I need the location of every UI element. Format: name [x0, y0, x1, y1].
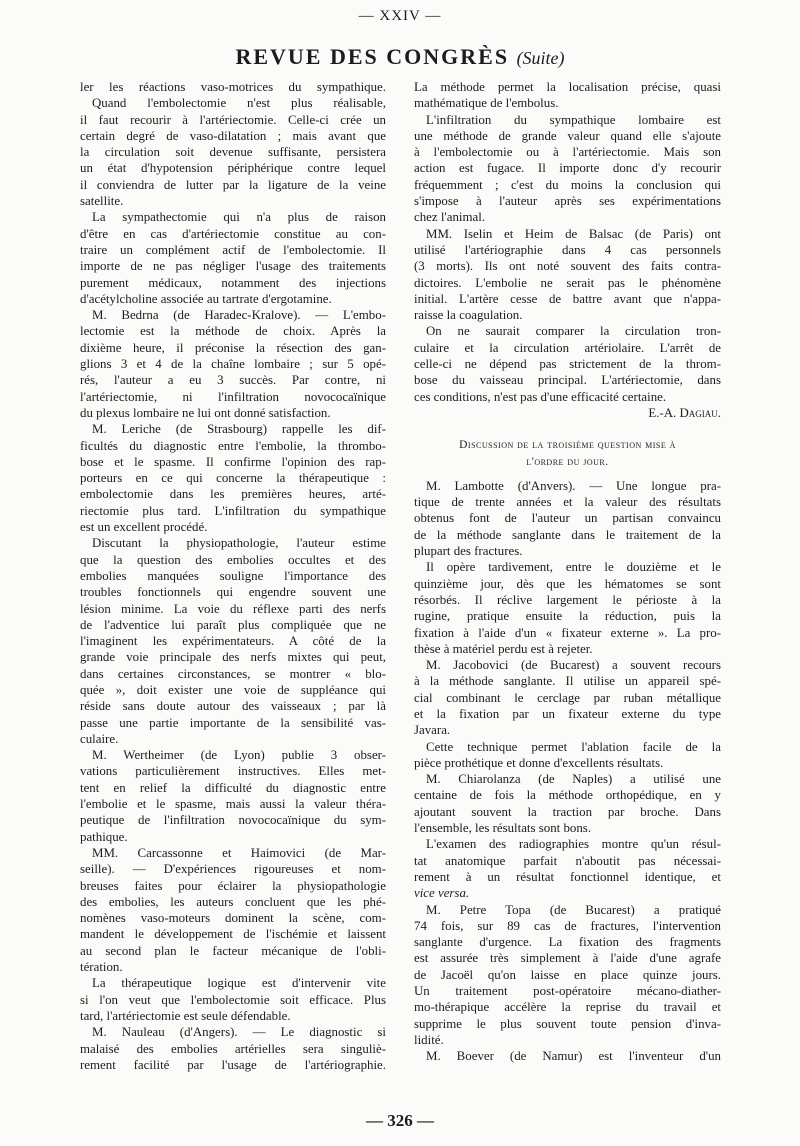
- text-line: lectomie est la méthode de choix. Après la: [80, 324, 386, 339]
- text-line: passe une partie importante de la sensibilité vas-: [80, 715, 386, 730]
- text-line: L'infiltration du sympathique lombaire est: [426, 112, 721, 127]
- text-line: la circulation soit devenue suffisante, persistera: [80, 145, 386, 160]
- text-line: lésion minime. La voie du réflexe parti des nerfs: [80, 601, 386, 616]
- text-line: que la question des embolies occultes et des: [80, 552, 386, 567]
- text-line: de la méthode sanglante dans le traitement de la: [414, 527, 721, 542]
- text-line: obtenus font de l'auteur un partisan convaincu: [414, 511, 721, 526]
- text-line: 74 fois, sur 89 cas de fractures, l'intervention: [414, 918, 721, 933]
- text-line: M. Bedrna (de Haradec-Kralove). — L'embo-: [92, 308, 386, 323]
- text-line: E.-A. Dagiau.: [648, 405, 721, 420]
- text-line: nomènes vaso-moteurs dominent la scène, com-: [80, 911, 386, 926]
- text-line: réside sans doute autour des vaisseaux ; par là: [80, 699, 386, 714]
- text-line: fréquemment ; c'est du moins la conclusion qui: [414, 177, 721, 192]
- text-line: supprime le plus souvent toute pension d'inva-: [414, 1016, 721, 1031]
- text-line: M. Leriche (de Strasbourg) rappelle les dif-: [92, 422, 386, 437]
- text-line: au second plan le facteur mécanique de l'obli-: [80, 943, 386, 958]
- text-line: et la fixation par un fixateur externe du type: [414, 706, 721, 721]
- text-line: utilisé l'artériographie dans 4 cas personnels: [414, 242, 721, 257]
- text-line: satellite.: [80, 194, 124, 209]
- text-line: est assurée très simplement à l'aide d'une agrafe: [414, 951, 721, 966]
- text-line: La thérapeutique logique est d'intervenir vite: [92, 976, 386, 991]
- text-line: M. Nauleau (d'Angers). — Le diagnostic si: [92, 1025, 386, 1040]
- text-line: si l'on veut que l'embolectomie soit efficace. Plus: [80, 992, 386, 1007]
- running-title: [0, 44, 800, 70]
- text-line: embolectomie dans les premières heures, arté-: [80, 487, 386, 502]
- text-line: M. Lambotte (d'Anvers). — Une longue pra-: [426, 478, 721, 493]
- text-line: ficultés du diagnostic entre l'embolie, la thrombo-: [80, 438, 386, 453]
- text-line: des embolies, les auteurs concluent que les phé-: [80, 894, 386, 909]
- text-line: cial combinant le cerclage par ruban métallique: [414, 690, 721, 705]
- text-line: d'acétylcholine associée au tartrate d'ergotamine.: [80, 291, 332, 306]
- text-line: importe de ne pas négliger l'usage des traitements: [80, 259, 386, 274]
- vertical-spacer: [414, 470, 721, 478]
- text-line: quinzième jour, dès que les hématomes se sont: [414, 576, 721, 591]
- text-line: breuses faites pour éclairer la physiopathologie: [80, 878, 386, 893]
- text-line: lidité.: [414, 1032, 444, 1047]
- text-line: quée », doit exister une voie de suppléance qui: [80, 682, 386, 697]
- text-line: centaine de fois la méthode orthopédique, en y: [414, 788, 721, 803]
- text-line: rugine, pratique ensuite la réduction, puis la: [414, 609, 721, 624]
- text-line: M. Jacobovici (de Bucarest) a souvent recours: [426, 658, 721, 673]
- text-line: L'examen des radiographies montre qu'un résul-: [426, 837, 721, 852]
- text-line: dixième heure, il préconise la résection des gan-: [80, 340, 386, 355]
- text-line: Quand l'embolectomie n'est plus réalisable,: [92, 96, 386, 111]
- text-line: rés, l'auteur a eu 3 succès. Par contre, ni: [80, 373, 386, 388]
- text-line: glions 3 et 4 de la chaîne lombaire ; sur 5 opé-: [80, 357, 386, 372]
- text-line: certain degré de vaso-dilatation ; mais avant que: [80, 128, 386, 143]
- text-line: dans certaines circonstances, se montrer « blo-: [80, 666, 386, 681]
- text-line: de l'adventice lui paraît plus compliquée que ne: [80, 617, 386, 632]
- text-line: ces conditions, n'est pas d'une efficacité certaine.: [414, 389, 667, 404]
- text-line: sanglante d'urgence. La fixation des fragments: [414, 935, 721, 950]
- text-line: plupart des fractures.: [414, 544, 523, 559]
- text-line: rement à un résultat fonctionnel identique, et: [414, 869, 721, 884]
- text-line: vice versa.: [414, 886, 470, 901]
- text-line: tard, l'artériectomie est seule défendable.: [80, 1008, 291, 1023]
- text-line: d'être en cas d'artériectomie constitue au con-: [80, 226, 386, 241]
- text-line: MM. Carcassonne et Haimovici (de Mar-: [92, 845, 386, 860]
- text-line: (3 morts). Ils ont noté souvent des faits contra-: [414, 259, 721, 274]
- text-line: une méthode de grande valeur quand elle s'ajoute: [414, 128, 721, 143]
- text-line: il conviendra de lutter par la ligature de la veine: [80, 177, 386, 192]
- text-line: La sympathectomie qui n'a plus de raison: [92, 210, 386, 225]
- page-number: — 326 —: [366, 1111, 434, 1130]
- text-line: M. Boever (de Namur) est l'inventeur d'un: [426, 1049, 721, 1064]
- text-line: vations particulièrement instructives. Elles met-: [80, 764, 386, 779]
- text-line: culaire et la circulation artériolaire. L'arrêt de: [414, 340, 721, 355]
- text-line: tique de trente années et la valeur des résultats: [414, 495, 721, 510]
- running-title-suffix: (Suite): [516, 48, 565, 68]
- text-line: tération.: [80, 960, 123, 975]
- text-line: l'ensemble, les résultats sont bons.: [414, 821, 592, 836]
- text-line: Un traitement post-opératoire mécano-diather-: [414, 984, 721, 999]
- text-line: M. Wertheimer (de Lyon) publie 3 obser-: [92, 748, 386, 763]
- text-line: résorbés. Il réclive largement le périoste à la: [414, 592, 721, 607]
- text-line: MM. Iselin et Heim de Balsac (de Paris) ont: [426, 226, 721, 241]
- text-line: bose du vaisseau principal. L'artériectomie, dans: [414, 373, 721, 388]
- running-title-text: REVUE DES CONGRÈS: [235, 44, 510, 69]
- text-line: Javara.: [414, 723, 451, 738]
- text-line: du plexus lombaire ne lui ont donné satisfaction.: [80, 405, 331, 420]
- text-line: M. Petre Topa (de Bucarest) a pratiqué: [426, 902, 721, 917]
- text-line: ajoutant souvent la traction par broche. Dans: [414, 804, 721, 819]
- text-line: La méthode permet la localisation précise, quasi: [414, 80, 721, 94]
- text-line: Discutant la physiopathologie, l'auteur estime: [92, 536, 386, 551]
- text-line: malaisé des embolies artérielles sera singuliè-: [80, 1041, 386, 1056]
- text-line: pièce prothétique et donne d'excellents résultats.: [414, 755, 664, 770]
- text-line: raisse la coagulation.: [414, 308, 523, 323]
- text-line: mathématique de l'embolus.: [414, 96, 559, 111]
- text-line: initial. L'artère cesse de battre avant que n'appa-: [414, 291, 721, 306]
- text-line: culaire.: [80, 731, 119, 746]
- text-line: s'impose à l'auteur après ses expérimentations: [414, 194, 721, 209]
- text-line: fixation à l'aide d'un « fixateur externe ». La pro-: [414, 625, 721, 640]
- text-line: Cette technique permet l'ablation facile de la: [426, 739, 721, 754]
- text-line: dictoires. L'embolie ne serait pas le phénomène: [414, 275, 721, 290]
- text-line: embolies manquées souligne l'importance des: [80, 568, 386, 583]
- text-line: il faut recourir à l'artériectomie. Celle-ci crée un: [80, 112, 386, 127]
- text-line: troubles fonctionnels qui engendre souvent une: [80, 585, 386, 600]
- text-line: purement médicaux, notamment des injections: [80, 275, 386, 290]
- text-line: de Jacoël qu'on laisse en place quinze jours.: [414, 967, 721, 982]
- text-line: On ne saurait comparer la circulation tron-: [426, 324, 721, 339]
- section-heading-line: Discussion de la troisième question mise à: [459, 439, 676, 452]
- text-line: thèse à matériel perdu est à rejeter.: [414, 641, 593, 656]
- text-line: à l'embolectomie ou à l'artériectomie. Mais son: [414, 145, 721, 160]
- section-heading-line: l'ordre du jour.: [526, 455, 609, 468]
- text-line: peutique de l'infiltration novococaïnique du sym-: [80, 813, 386, 828]
- text-column-left: [80, 79, 386, 1073]
- text-line: porteurs en ce qui concerne la thérapeutique :: [80, 471, 386, 486]
- vertical-spacer: [414, 421, 721, 437]
- text-line: riectomie plus tard. L'infiltration du sympathique: [80, 503, 386, 518]
- text-line: à la méthode sanglante. Il utilise un appareil spé-: [414, 674, 721, 689]
- text-line: rement facilité par l'usage de l'artériographie.: [80, 1057, 386, 1072]
- text-line: ler les réactions vaso-motrices du sympathique.: [80, 80, 386, 94]
- text-line: pathique.: [80, 829, 128, 844]
- text-line: traire un complément actif de l'embolectomie. Il: [80, 242, 386, 257]
- text-line: est un excellent procédé.: [80, 520, 208, 535]
- text-line: mo-thérapique accélère la reprise du travail et: [414, 1000, 721, 1015]
- text-line: Il opère tardivement, entre le douzième et le: [426, 560, 721, 575]
- text-line: M. Chiarolanza (de Naples) a utilisé une: [426, 772, 721, 787]
- text-line: chez l'animal.: [414, 210, 486, 225]
- text-line: l'embolie et le spasme, mais aussi la valeur théra-: [80, 797, 386, 812]
- text-line: celle-ci ne dépend pas strictement de la throm-: [414, 357, 721, 372]
- text-line: seille). — D'expériences rigoureuses et nom-: [80, 862, 386, 877]
- text-line: tent en relief la difficulté du diagnostic entre: [80, 780, 386, 795]
- text-column-right: [414, 79, 721, 1065]
- text-line: un état d'hypotension périphérique contre lequel: [80, 161, 386, 176]
- text-line: action est fugace. Il importe donc d'y recourir: [414, 161, 721, 176]
- text-line: bose et le spasme. Il confirme l'opinion des rap-: [80, 454, 386, 469]
- text-line: tat anatomique parfait n'aboutit pas nécessai-: [414, 853, 721, 868]
- text-line: mandent le développement de l'ischémie et laissent: [80, 927, 386, 942]
- text-line: grande voie principale des nerfs mixtes qui peut,: [80, 650, 386, 665]
- text-line: l'artériectomie, ni l'infiltration novococaïnique: [80, 389, 386, 404]
- roman-page-numeral: — XXIV —: [358, 8, 442, 24]
- text-line: l'imaginent les expérimentateurs. A côté de la: [80, 634, 386, 649]
